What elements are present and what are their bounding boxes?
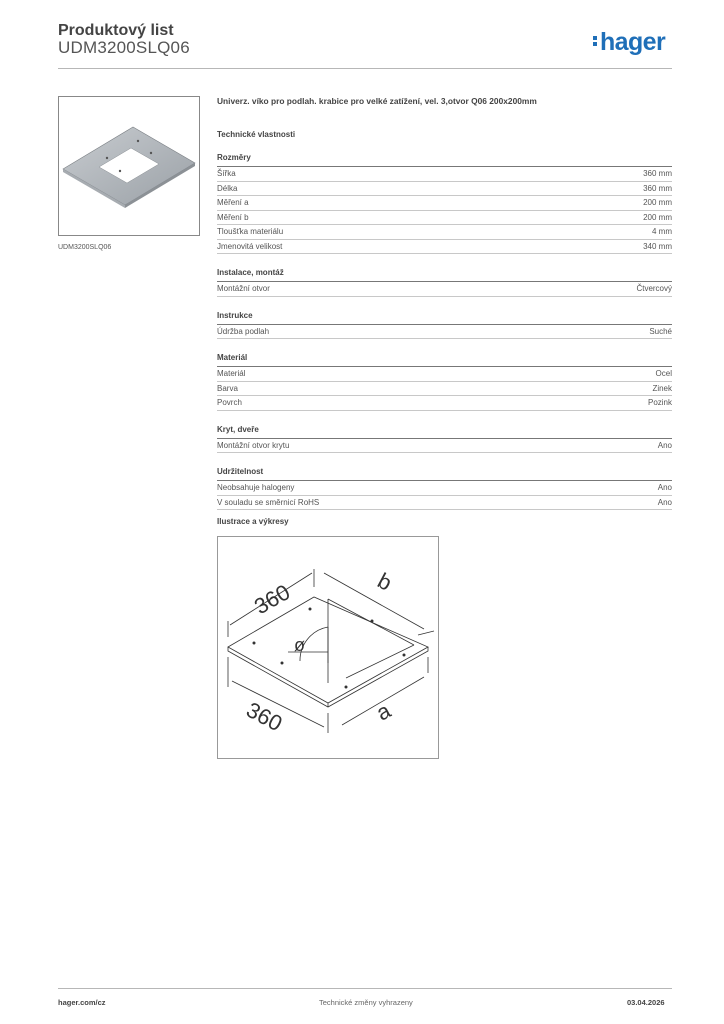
section-dimensions [217, 153, 672, 254]
spec-value: 200 mm [643, 212, 672, 222]
spec-value: Ano [657, 483, 672, 492]
footer-website[interactable]: hager.com/cz [58, 998, 106, 1007]
spec-label: Montážní otvor krytu [217, 440, 290, 450]
spec-value: Čtvercový [636, 284, 672, 293]
spec-row [217, 481, 672, 496]
section-installation [217, 268, 672, 297]
spec-value: Zinek [652, 383, 672, 393]
spec-label: Povrch [217, 398, 242, 407]
spec-row [217, 211, 672, 226]
section-title: Kryt, dveře [217, 425, 672, 439]
page-title: Produktový list [58, 22, 174, 39]
section-sustainability [217, 467, 672, 510]
spec-row [217, 240, 672, 255]
spec-row [217, 196, 672, 211]
section-cover-door [217, 425, 672, 454]
product-photo [58, 96, 200, 236]
spec-label: Montážní otvor [217, 284, 270, 293]
footer-divider [58, 988, 672, 989]
product-code: UDM3200SLQ06 [58, 38, 190, 57]
spec-label: V souladu se směrnicí RoHS [217, 497, 320, 507]
spec-value: 340 mm [643, 241, 672, 251]
header-divider [58, 68, 672, 69]
spec-row [217, 439, 672, 454]
section-title: Instrukce [217, 311, 672, 325]
illustration-heading: Ilustrace a výkresy [217, 517, 289, 526]
dim-bottom-label: 360 [242, 697, 287, 737]
section-title: Udržitelnost [217, 467, 672, 481]
spec-value: Ocel [655, 369, 672, 378]
specification-panel [217, 96, 672, 524]
footer-date: 03.04.2026 [627, 998, 665, 1007]
section-title: Materiál [217, 353, 672, 367]
dim-top-label: 360 [249, 579, 295, 620]
spec-label: Délka [217, 183, 238, 193]
spec-row [217, 396, 672, 411]
spec-value: Pozink [647, 398, 672, 407]
spec-row [217, 496, 672, 511]
spec-row [217, 382, 672, 397]
spec-row [217, 325, 672, 340]
hager-logo [593, 28, 665, 57]
diameter-label: ø [294, 635, 305, 655]
technical-drawing [217, 536, 439, 759]
spec-label: Údržba podlah [217, 326, 270, 336]
spec-label: Jmenovitá velikost [217, 241, 283, 251]
spec-label: Měření a [217, 198, 249, 207]
spec-row [217, 167, 672, 182]
spec-label: Materiál [217, 369, 246, 378]
section-instructions [217, 311, 672, 340]
spec-value: 200 mm [643, 198, 672, 207]
technical-properties-heading: Technické vlastnosti [217, 130, 296, 139]
spec-row [217, 182, 672, 197]
spec-label: Šířka [217, 169, 236, 178]
section-title: Instalace, montáž [217, 268, 672, 282]
spec-row [217, 282, 672, 297]
spec-label: Tloušťka materiálu [217, 227, 284, 236]
spec-value: 360 mm [643, 169, 672, 178]
product-description: Univerz. víko pro podlah. krabice pro velké zatížení, vel. 3,otvor Q06 200x200mm [217, 96, 537, 106]
cover-plate-image [59, 97, 199, 235]
spec-label: Barva [217, 383, 238, 393]
spec-value: 360 mm [643, 183, 672, 193]
section-material [217, 353, 672, 411]
section-title: Rozměry [217, 153, 672, 167]
logo-text: hager [600, 28, 666, 56]
spec-value: Ano [657, 497, 672, 507]
logo-dots-icon [593, 34, 598, 48]
spec-value: Suché [649, 326, 672, 336]
dim-b-label: b [373, 567, 397, 596]
spec-row [217, 367, 672, 382]
spec-label: Měření b [217, 212, 249, 222]
spec-value: 4 mm [652, 227, 672, 236]
spec-value: Ano [657, 440, 672, 450]
photo-caption: UDM3200SLQ06 [58, 244, 112, 251]
spec-label: Neobsahuje halogeny [217, 483, 295, 492]
footer-note: Technické změny vyhrazeny [319, 998, 413, 1007]
spec-row [217, 225, 672, 240]
dimension-drawing [218, 537, 438, 758]
dim-a-label: a [372, 697, 395, 726]
